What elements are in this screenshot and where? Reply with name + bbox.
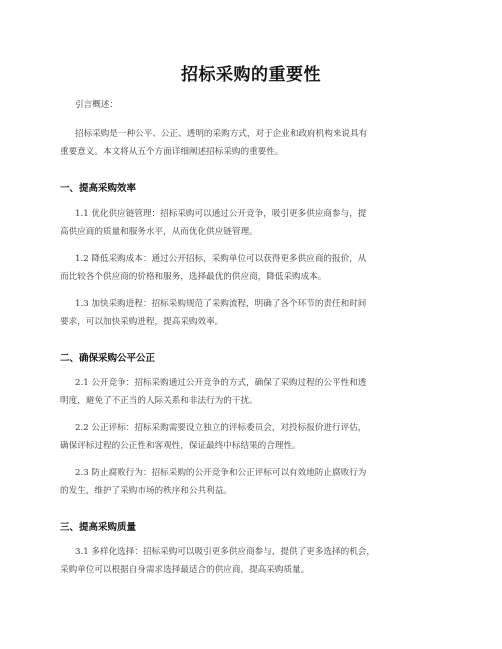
paragraph-2-3	[60, 464, 450, 500]
intro-paragraph	[60, 125, 450, 161]
paragraph-line: 招标采购是一种公平、公正、透明的采购方式，对于企业和政府机构来说具有	[75, 129, 368, 139]
section-heading-2: 二、确保采购公平公正	[60, 353, 156, 364]
paragraph-line: 采购单位可以根据自身需求选择最适合的供应商，提高采购质量。	[60, 565, 310, 575]
paragraph-1-3	[60, 295, 450, 331]
intro-label: 引言概述：	[75, 100, 118, 110]
paragraph-line: 1.3 加快采购进程：招标采购规范了采购流程，明确了各个环节的责任和时间	[75, 299, 367, 309]
paragraph-line: 要求，可以加快采购进程，提高采购效率。	[60, 317, 224, 327]
paragraph-line: 3.1 多样化选择：招标采购可以吸引更多供应商参与，提供了更多选择的机会，	[75, 547, 375, 557]
paragraph-line: 2.3 防止腐败行为：招标采购的公开竞争和公正评标可以有效地防止腐败行为	[75, 468, 367, 478]
paragraph-line: 高供应商的质量和服务水平，从而优化供应链管理。	[60, 227, 258, 237]
paragraph-line: 明度，避免了不正当的人际关系和非法行为的干扰。	[60, 396, 258, 406]
page-title: 招标采购的重要性	[181, 65, 321, 85]
paragraph-1-2	[60, 250, 450, 286]
paragraph-3-1	[60, 543, 450, 579]
paragraph-line: 的发生，维护了采购市场的秩序和公共利益。	[60, 486, 232, 496]
paragraph-line: 2.2 公正评标：招标采购需要设立独立的评标委员会，对投标报价进行评估，	[75, 423, 367, 433]
paragraph-line: 重要意义。本文将从五个方面详细阐述招标采购的重要性。	[60, 147, 284, 157]
paragraph-2-2	[60, 419, 450, 455]
paragraph-1-1	[60, 205, 450, 241]
paragraph-line: 而比较各个供应商的价格和服务，选择最优的供应商，降低采购成本。	[60, 272, 327, 282]
section-heading-1: 一、提高采购效率	[60, 183, 137, 194]
paragraph-line: 确保评标过程的公正性和客观性，保证最终中标结果的合理性。	[60, 441, 301, 451]
paragraph-line: 1.1 优化供应链管理：招标采购可以通过公开竞争，吸引更多供应商参与，提	[75, 209, 367, 219]
paragraph-2-1	[60, 374, 450, 410]
paragraph-line: 1.2 降低采购成本：通过公开招标，采购单位可以获得更多供应商的报价，从	[75, 254, 367, 264]
paragraph-line: 2.1 公开竞争：招标采购通过公开竞争的方式，确保了采购过程的公平性和透	[75, 378, 367, 388]
section-heading-3: 三、提高采购质量	[60, 522, 137, 533]
